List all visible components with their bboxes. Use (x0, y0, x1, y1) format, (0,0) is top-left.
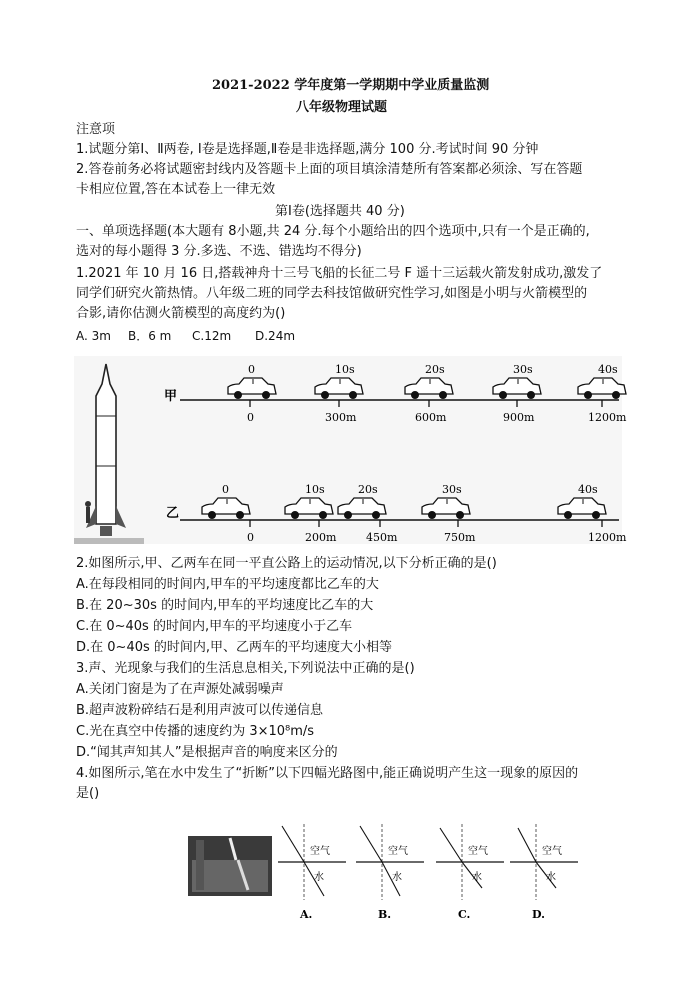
option-label: A. (300, 908, 313, 921)
q2-stem: 2.如图所示,甲、乙两车在同一平直公路上的运动情况,以下分析正确的是() (76, 556, 497, 571)
time-label: 0 (248, 363, 255, 376)
time-label: 30s (442, 483, 462, 496)
incident-ray (360, 826, 382, 862)
exam-subtitle: 八年级物理试题 (296, 100, 388, 115)
water-label: 水 (546, 872, 556, 883)
time-label: 0 (222, 483, 229, 496)
note-2-line-1: 2.答卷前务必将试题密封线内及答题卡上面的项目填涂清楚所有答案都必须涂、写在答题 (76, 162, 583, 177)
time-label: 20s (358, 483, 378, 496)
distance-label: 450m (366, 531, 398, 544)
distance-label: 1200m (588, 531, 627, 544)
time-label: 10s (335, 363, 355, 376)
pen-in-water-photo (188, 836, 272, 896)
section-title: 第Ⅰ卷(选择题共 40 分) (275, 204, 405, 219)
water-label: 水 (472, 872, 482, 883)
label-yi: 乙 (166, 506, 180, 521)
distance-label: 300m (325, 411, 357, 424)
time-label: 20s (425, 363, 445, 376)
q1-option-a: A. 3m (76, 329, 111, 343)
incident-ray (282, 826, 304, 862)
note-1: 1.试题分第Ⅰ、Ⅱ两卷, Ⅰ卷是选择题,Ⅱ卷是非选择题,满分 100 分.考试时间 90 分钟 (76, 142, 539, 157)
exam-title: 2021-2022 学年度第一学期期中学业质量监测 (212, 78, 490, 93)
q1-option-c: C.12m (192, 329, 232, 343)
section-intro-line-2: 选对的每小题得 3 分.多选、不选、错选均不得分) (76, 244, 362, 259)
air-label: 空气 (542, 846, 562, 857)
q1-line-2: 同学们研究火箭热情。八年级二班的同学去科技馆做研究性学习,如图是小明与火箭模型的 (76, 286, 588, 301)
q2-option-d: D.在 0~40s 的时间内,甲、乙两车的平均速度大小相等 (76, 640, 393, 655)
light-path-diagrams (278, 824, 578, 921)
q1-line-1: 1.2021 年 10 月 16 日,搭载神舟十三号飞船的长征二号 F 遥十三运载火箭发射成功,激发了 (76, 266, 603, 281)
notes-heading: 注意项 (76, 122, 116, 137)
time-label: 30s (513, 363, 533, 376)
light-diagram (278, 824, 346, 921)
light-diagram (510, 824, 578, 921)
air-label: 空气 (468, 846, 488, 857)
q1-option-b: B．6 m (128, 329, 172, 343)
q2-option-b: B.在 20~30s 的时间内,甲车的平均速度比乙车的大 (76, 598, 374, 613)
q1-line-3: 合影,请你估测火箭模型的高度约为() (76, 306, 286, 321)
time-label: 10s (305, 483, 325, 496)
light-diagram (356, 824, 424, 921)
q2-option-c: C.在 0~40s 的时间内,甲车的平均速度小于乙车 (76, 619, 353, 634)
water-label: 水 (392, 872, 402, 883)
q4-stem-line-2: 是() (76, 786, 100, 801)
light-diagram (436, 824, 504, 921)
option-label: C. (458, 908, 471, 921)
section-intro-line-1: 一、单项选择题(本大题有 8小题,共 24 分.每个小题给出的四个选项中,只有一个是正确的, (76, 224, 590, 239)
q2-option-a: A.在每段相同的时间内,甲车的平均速度都比乙车的大 (76, 577, 379, 592)
distance-label: 0 (247, 411, 254, 424)
distance-label: 1200m (588, 411, 627, 424)
refraction-figure (186, 818, 582, 922)
distance-label: 0 (247, 531, 254, 544)
distance-label: 750m (444, 531, 476, 544)
label-jia: 甲 (164, 389, 178, 404)
q3-option-d: D.“闻其声知其人”是根据声音的响度来区分的 (76, 745, 338, 760)
water-label: 水 (314, 872, 324, 883)
refracted-ray (440, 828, 462, 862)
q3-option-c: C.光在真空中传播的速度约为 3×10⁸m/s (76, 724, 315, 739)
time-label: 40s (598, 363, 618, 376)
refracted-ray (518, 828, 536, 862)
q3-option-b: B.超声波粉碎结石是利用声波可以传递信息 (76, 703, 324, 718)
option-label: D. (532, 908, 545, 921)
time-label: 40s (578, 483, 598, 496)
note-2-line-2: 卡相应位置,答在本试卷上一律无效 (76, 182, 276, 197)
distance-label: 200m (305, 531, 337, 544)
air-label: 空气 (310, 846, 330, 857)
q3-stem: 3.声、光现象与我们的生活息息相关,下列说法中正确的是() (76, 661, 415, 676)
q4-stem-line-1: 4.如图所示,笔在水中发生了“折断”以下四幅光路图中,能正确说明产生这一现象的原因的 (76, 766, 579, 781)
rocket-cars-figure (74, 356, 627, 544)
option-label: B. (378, 908, 392, 921)
distance-label: 900m (503, 411, 535, 424)
distance-label: 600m (415, 411, 447, 424)
q3-option-a: A.关闭门窗是为了在声源处减弱噪声 (76, 682, 284, 697)
air-label: 空气 (388, 846, 408, 857)
q1-option-d: D.24m (255, 329, 296, 343)
